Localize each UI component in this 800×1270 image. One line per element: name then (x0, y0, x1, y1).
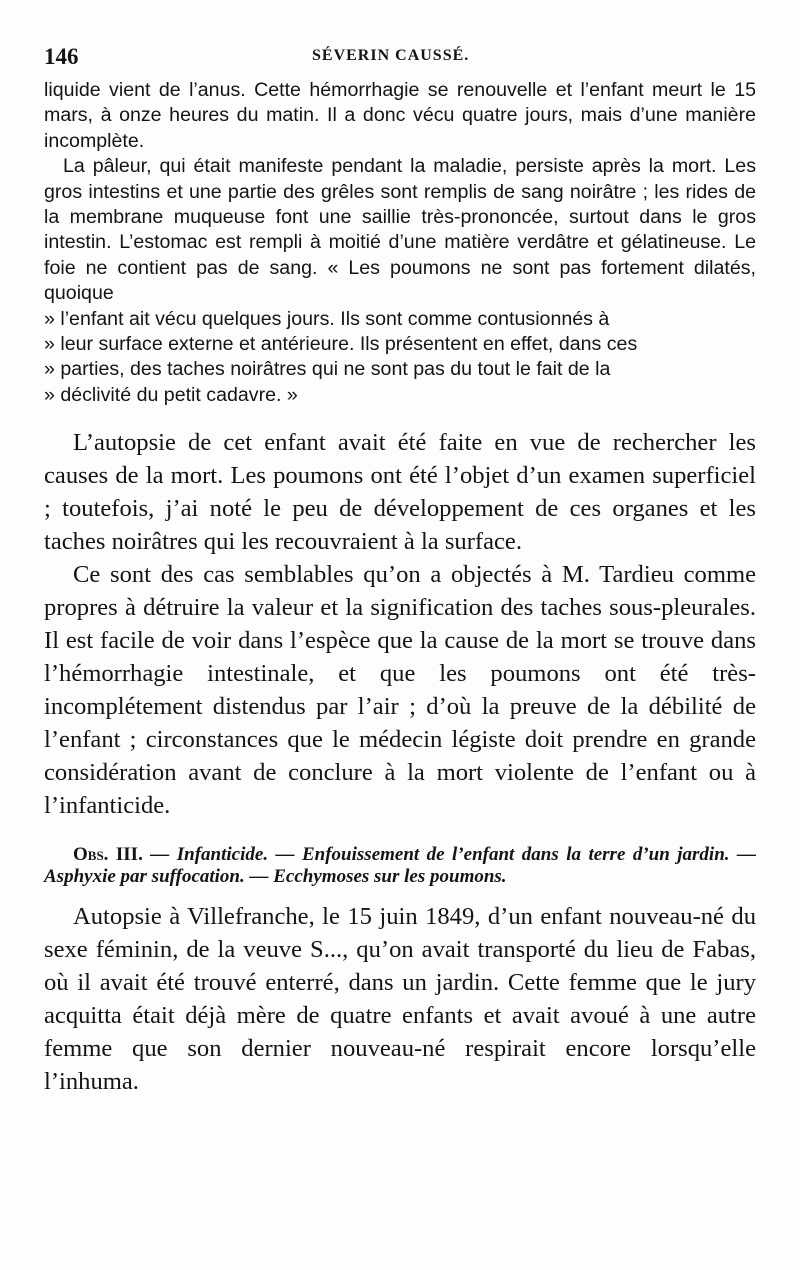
page-number: 146 (44, 44, 79, 69)
case-report-text (44, 78, 756, 408)
quote-line: » déclivité du petit cadavre. » (44, 383, 298, 406)
book-page (44, 38, 756, 1098)
case-paragraph-2: La pâleur, qui était manifeste pendant la maladie, persiste après la mort. Les gros intestins et une partie des grêles sont remplis de sang noirâtre ; les rides de la membrane muqueuse font une saillie très-prononcée, surtout dans le gros intestin. L’estomac est rempli à moitié d’une matière verdâtre et gélatineuse. Le foie ne contient pas de sang. « Les poumons ne sont pas fortement dilatés, quoique (44, 155, 756, 305)
running-title: SÉVERIN CAUSSÉ. (312, 47, 470, 64)
observation-paragraph: Autopsie à Villefranche, le 15 juin 1849, d’un enfant nouveau-né du sexe féminin, de la veuve S..., qu’on avait transporté du lieu de Fabas, où il avait été trouvé enterré, dans un jardin. Cette femme que le jury acquitta était déjà mère de quatre enfants et avait avoué à une autre femme que son dernier nouveau-né respirait encore lorsqu’elle l’inhuma. (44, 903, 756, 1096)
observation-title: — Infanticide. — Enfouissement de l’enfant dans la terre d’un jardin. — Asphyxie par suffocation. — Ecchymoses sur les poumons. (44, 844, 756, 888)
quote-line: » parties, des taches noirâtres qui ne sont pas du tout le fait de la (44, 358, 611, 381)
observation-heading (44, 844, 756, 888)
running-head (44, 38, 756, 78)
observation-label: Obs. III. (73, 844, 143, 866)
commentary-text (44, 426, 756, 822)
case-paragraph-1: liquide vient de l’anus. Cette hémorrhagie se renouvelle et l’enfant meurt le 15 mars, à onze heures du matin. Il a donc vécu quatre jours, mais d’une manière incomplète. (44, 79, 756, 152)
quote-line: » leur surface externe et antérieure. Ils présentent en effet, dans ces (44, 333, 638, 356)
commentary-paragraph-1: L’autopsie de cet enfant avait été faite en vue de rechercher les causes de la mort. Les poumons ont été l’objet d’un examen superficiel ; toutefois, j’ai noté le peu de développement de ces organes et les taches noirâtres qui les recouvraient à la surface. (44, 429, 756, 556)
observation-text (44, 900, 756, 1098)
quote-line: » l’enfant ait vécu quelques jours. Ils sont comme contusionnés à (44, 307, 610, 330)
commentary-paragraph-2: Ce sont des cas semblables qu’on a objectés à M. Tardieu comme propres à détruire la valeur et la signification des taches sous-pleurales. Il est facile de voir dans l’espèce que la cause de la mort se trouve dans l’hémorrhagie intestinale, et que les poumons ont été très-incomplétement distendus par l’air ; d’où la preuve de la débilité de l’enfant ; circonstances que le médecin légiste doit prendre en grande considération avant de conclure à la mort violente de l’enfant ou à l’infanticide. (44, 561, 756, 820)
